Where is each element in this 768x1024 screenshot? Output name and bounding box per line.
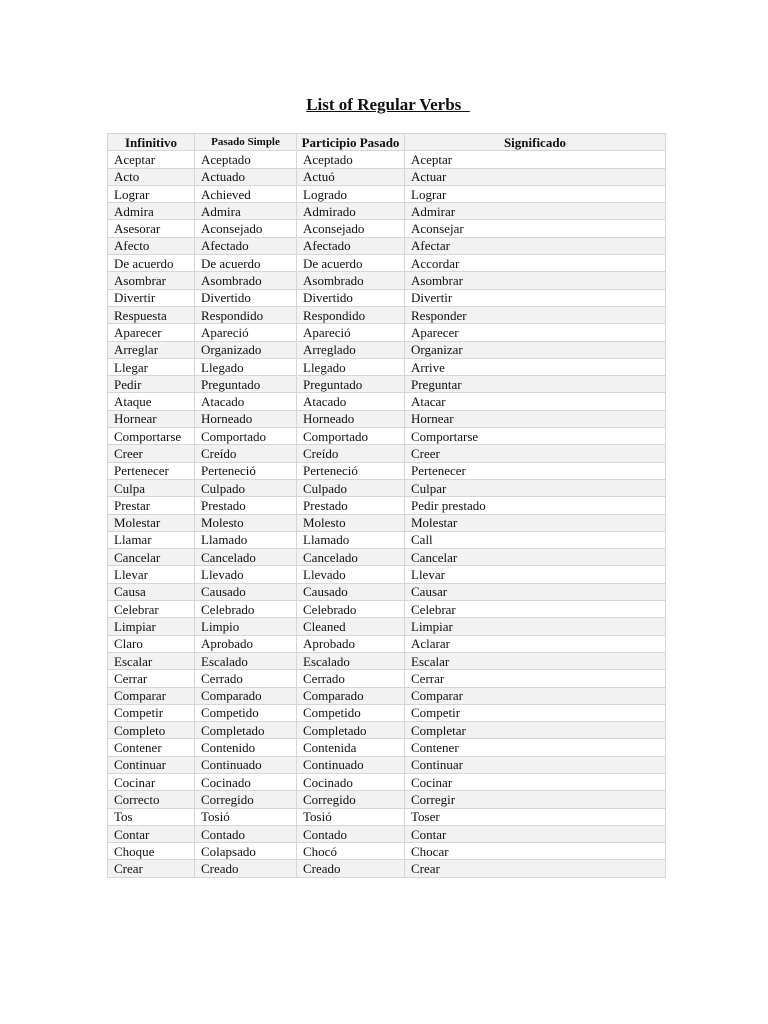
cell-significado: Accordar: [405, 255, 666, 272]
cell-participio-pasado: Aceptado: [297, 151, 405, 168]
cell-significado: Aparecer: [405, 324, 666, 341]
table-row: [108, 618, 666, 635]
cell-pasado-simple: Cocinado: [195, 773, 297, 790]
cell-significado: Actuar: [405, 168, 666, 185]
table-row: [108, 203, 666, 220]
cell-participio-pasado: Cancelado: [297, 549, 405, 566]
cell-participio-pasado: Comportado: [297, 428, 405, 445]
cell-infinitivo: Llevar: [108, 566, 195, 583]
cell-participio-pasado: Divertido: [297, 289, 405, 306]
cell-infinitivo: Admira: [108, 203, 195, 220]
table-row: [108, 860, 666, 877]
cell-participio-pasado: Llevado: [297, 566, 405, 583]
cell-significado: Celebrar: [405, 601, 666, 618]
cell-significado: Contar: [405, 825, 666, 842]
cell-participio-pasado: Horneado: [297, 410, 405, 427]
verbs-table: [107, 133, 666, 878]
cell-participio-pasado: Llegado: [297, 358, 405, 375]
cell-participio-pasado: Continuado: [297, 756, 405, 773]
cell-infinitivo: Afecto: [108, 237, 195, 254]
cell-infinitivo: Celebrar: [108, 601, 195, 618]
table-row: [108, 808, 666, 825]
table-row: [108, 843, 666, 860]
table-row: [108, 601, 666, 618]
cell-infinitivo: Culpa: [108, 479, 195, 496]
cell-significado: Admirar: [405, 203, 666, 220]
cell-participio-pasado: De acuerdo: [297, 255, 405, 272]
cell-pasado-simple: Actuado: [195, 168, 297, 185]
cell-infinitivo: Cocinar: [108, 773, 195, 790]
table-row: [108, 237, 666, 254]
table-row: [108, 479, 666, 496]
cell-infinitivo: Choque: [108, 843, 195, 860]
table-row: [108, 531, 666, 548]
table-row: [108, 220, 666, 237]
cell-participio-pasado: Actuó: [297, 168, 405, 185]
cell-pasado-simple: Completado: [195, 722, 297, 739]
cell-significado: Completar: [405, 722, 666, 739]
cell-infinitivo: De acuerdo: [108, 255, 195, 272]
cell-participio-pasado: Preguntado: [297, 376, 405, 393]
cell-pasado-simple: Competido: [195, 704, 297, 721]
table-row: [108, 497, 666, 514]
cell-pasado-simple: Apareció: [195, 324, 297, 341]
cell-pasado-simple: Escalado: [195, 652, 297, 669]
cell-significado: Continuar: [405, 756, 666, 773]
table-row: [108, 393, 666, 410]
cell-pasado-simple: Llegado: [195, 358, 297, 375]
cell-infinitivo: Aceptar: [108, 151, 195, 168]
column-header-pasado-simple: Pasado Simple: [195, 134, 297, 151]
cell-infinitivo: Acto: [108, 168, 195, 185]
cell-infinitivo: Molestar: [108, 514, 195, 531]
cell-significado: Chocar: [405, 843, 666, 860]
cell-participio-pasado: Prestado: [297, 497, 405, 514]
table-row: [108, 652, 666, 669]
cell-infinitivo: Pertenecer: [108, 462, 195, 479]
cell-significado: Asombrar: [405, 272, 666, 289]
cell-infinitivo: Prestar: [108, 497, 195, 514]
cell-participio-pasado: Comparado: [297, 687, 405, 704]
cell-pasado-simple: Aceptado: [195, 151, 297, 168]
table-row: [108, 255, 666, 272]
cell-infinitivo: Lograr: [108, 185, 195, 202]
cell-pasado-simple: Culpado: [195, 479, 297, 496]
column-header-significado: Significado: [405, 134, 666, 151]
table-row: [108, 428, 666, 445]
table-row: [108, 773, 666, 790]
cell-participio-pasado: Perteneció: [297, 462, 405, 479]
cell-infinitivo: Escalar: [108, 652, 195, 669]
cell-infinitivo: Arreglar: [108, 341, 195, 358]
table-row: [108, 341, 666, 358]
cell-significado: Escalar: [405, 652, 666, 669]
table-row: [108, 151, 666, 168]
table-row: [108, 722, 666, 739]
cell-significado: Arrive: [405, 358, 666, 375]
cell-significado: Cerrar: [405, 670, 666, 687]
cell-infinitivo: Llamar: [108, 531, 195, 548]
cell-significado: Creer: [405, 445, 666, 462]
cell-infinitivo: Aparecer: [108, 324, 195, 341]
cell-significado: Comparar: [405, 687, 666, 704]
table-row: [108, 566, 666, 583]
cell-pasado-simple: Causado: [195, 583, 297, 600]
table-row: [108, 289, 666, 306]
cell-significado: Lograr: [405, 185, 666, 202]
table-row: [108, 687, 666, 704]
table-row: [108, 825, 666, 842]
cell-infinitivo: Llegar: [108, 358, 195, 375]
cell-pasado-simple: De acuerdo: [195, 255, 297, 272]
cell-pasado-simple: Divertido: [195, 289, 297, 306]
cell-infinitivo: Correcto: [108, 791, 195, 808]
cell-participio-pasado: Molesto: [297, 514, 405, 531]
table-row: [108, 635, 666, 652]
cell-infinitivo: Creer: [108, 445, 195, 462]
table-row: [108, 756, 666, 773]
cell-infinitivo: Limpiar: [108, 618, 195, 635]
table-row: [108, 791, 666, 808]
cell-pasado-simple: Aconsejado: [195, 220, 297, 237]
cell-significado: Cocinar: [405, 773, 666, 790]
table-row: [108, 445, 666, 462]
cell-participio-pasado: Apareció: [297, 324, 405, 341]
cell-pasado-simple: Contenido: [195, 739, 297, 756]
cell-participio-pasado: Cerrado: [297, 670, 405, 687]
cell-pasado-simple: Creado: [195, 860, 297, 877]
cell-significado: Aclarar: [405, 635, 666, 652]
cell-pasado-simple: Cancelado: [195, 549, 297, 566]
cell-participio-pasado: Aconsejado: [297, 220, 405, 237]
cell-participio-pasado: Creado: [297, 860, 405, 877]
cell-infinitivo: Competir: [108, 704, 195, 721]
cell-infinitivo: Contar: [108, 825, 195, 842]
cell-infinitivo: Respuesta: [108, 306, 195, 323]
cell-significado: Toser: [405, 808, 666, 825]
cell-significado: Divertir: [405, 289, 666, 306]
cell-participio-pasado: Cocinado: [297, 773, 405, 790]
table-body: [108, 151, 666, 877]
cell-infinitivo: Claro: [108, 635, 195, 652]
cell-pasado-simple: Contado: [195, 825, 297, 842]
cell-significado: Call: [405, 531, 666, 548]
cell-participio-pasado: Atacado: [297, 393, 405, 410]
cell-infinitivo: Causa: [108, 583, 195, 600]
cell-participio-pasado: Causado: [297, 583, 405, 600]
cell-participio-pasado: Llamado: [297, 531, 405, 548]
cell-pasado-simple: Limpio: [195, 618, 297, 635]
cell-pasado-simple: Tosió: [195, 808, 297, 825]
cell-infinitivo: Completo: [108, 722, 195, 739]
table-row: [108, 306, 666, 323]
cell-pasado-simple: Continuado: [195, 756, 297, 773]
cell-pasado-simple: Achieved: [195, 185, 297, 202]
cell-infinitivo: Crear: [108, 860, 195, 877]
table-row: [108, 583, 666, 600]
table-row: [108, 358, 666, 375]
cell-pasado-simple: Creído: [195, 445, 297, 462]
cell-participio-pasado: Aprobado: [297, 635, 405, 652]
cell-pasado-simple: Comparado: [195, 687, 297, 704]
cell-significado: Competir: [405, 704, 666, 721]
table-row: [108, 514, 666, 531]
cell-infinitivo: Continuar: [108, 756, 195, 773]
table-row: [108, 324, 666, 341]
cell-pasado-simple: Perteneció: [195, 462, 297, 479]
cell-infinitivo: Hornear: [108, 410, 195, 427]
cell-pasado-simple: Preguntado: [195, 376, 297, 393]
cell-infinitivo: Divertir: [108, 289, 195, 306]
cell-significado: Molestar: [405, 514, 666, 531]
column-header-participio-pasado: Participio Pasado: [297, 134, 405, 151]
cell-pasado-simple: Corregido: [195, 791, 297, 808]
cell-significado: Atacar: [405, 393, 666, 410]
cell-significado: Llevar: [405, 566, 666, 583]
cell-significado: Crear: [405, 860, 666, 877]
cell-infinitivo: Asombrar: [108, 272, 195, 289]
cell-pasado-simple: Afectado: [195, 237, 297, 254]
table-row: [108, 670, 666, 687]
column-header-infinitivo: Infinitivo: [108, 134, 195, 151]
cell-infinitivo: Cerrar: [108, 670, 195, 687]
cell-participio-pasado: Logrado: [297, 185, 405, 202]
cell-participio-pasado: Competido: [297, 704, 405, 721]
cell-pasado-simple: Respondido: [195, 306, 297, 323]
table-row: [108, 704, 666, 721]
page-title: List of Regular Verbs: [306, 95, 470, 114]
cell-pasado-simple: Llamado: [195, 531, 297, 548]
cell-significado: Hornear: [405, 410, 666, 427]
cell-significado: Organizar: [405, 341, 666, 358]
table-row: [108, 376, 666, 393]
cell-pasado-simple: Comportado: [195, 428, 297, 445]
cell-infinitivo: Cancelar: [108, 549, 195, 566]
table-row: [108, 549, 666, 566]
cell-significado: Comportarse: [405, 428, 666, 445]
table-row: [108, 272, 666, 289]
cell-participio-pasado: Admirado: [297, 203, 405, 220]
cell-participio-pasado: Culpado: [297, 479, 405, 496]
cell-significado: Limpiar: [405, 618, 666, 635]
cell-pasado-simple: Organizado: [195, 341, 297, 358]
cell-participio-pasado: Arreglado: [297, 341, 405, 358]
cell-infinitivo: Comportarse: [108, 428, 195, 445]
cell-participio-pasado: Contenida: [297, 739, 405, 756]
cell-pasado-simple: Prestado: [195, 497, 297, 514]
cell-pasado-simple: Celebrado: [195, 601, 297, 618]
cell-infinitivo: Tos: [108, 808, 195, 825]
cell-pasado-simple: Horneado: [195, 410, 297, 427]
cell-pasado-simple: Molesto: [195, 514, 297, 531]
cell-infinitivo: Pedir: [108, 376, 195, 393]
cell-pasado-simple: Asombrado: [195, 272, 297, 289]
cell-significado: Pedir prestado: [405, 497, 666, 514]
cell-significado: Preguntar: [405, 376, 666, 393]
cell-participio-pasado: Celebrado: [297, 601, 405, 618]
cell-participio-pasado: Escalado: [297, 652, 405, 669]
cell-participio-pasado: Completado: [297, 722, 405, 739]
cell-pasado-simple: Llevado: [195, 566, 297, 583]
cell-pasado-simple: Cerrado: [195, 670, 297, 687]
table-row: [108, 739, 666, 756]
cell-pasado-simple: Aprobado: [195, 635, 297, 652]
table-header-row: [108, 134, 666, 151]
table-row: [108, 410, 666, 427]
cell-pasado-simple: Atacado: [195, 393, 297, 410]
cell-infinitivo: Contener: [108, 739, 195, 756]
cell-participio-pasado: Respondido: [297, 306, 405, 323]
cell-significado: Aceptar: [405, 151, 666, 168]
cell-participio-pasado: Afectado: [297, 237, 405, 254]
table-row: [108, 168, 666, 185]
cell-participio-pasado: Creído: [297, 445, 405, 462]
cell-significado: Afectar: [405, 237, 666, 254]
cell-participio-pasado: Chocó: [297, 843, 405, 860]
cell-significado: Cancelar: [405, 549, 666, 566]
cell-significado: Contener: [405, 739, 666, 756]
table-row: [108, 462, 666, 479]
cell-significado: Corregir: [405, 791, 666, 808]
cell-significado: Pertenecer: [405, 462, 666, 479]
cell-significado: Causar: [405, 583, 666, 600]
cell-significado: Aconsejar: [405, 220, 666, 237]
cell-participio-pasado: Corregido: [297, 791, 405, 808]
cell-participio-pasado: Tosió: [297, 808, 405, 825]
cell-pasado-simple: Colapsado: [195, 843, 297, 860]
cell-significado: Culpar: [405, 479, 666, 496]
cell-infinitivo: Comparar: [108, 687, 195, 704]
cell-significado: Responder: [405, 306, 666, 323]
cell-infinitivo: Ataque: [108, 393, 195, 410]
cell-pasado-simple: Admira: [195, 203, 297, 220]
cell-participio-pasado: Asombrado: [297, 272, 405, 289]
table-row: [108, 185, 666, 202]
cell-infinitivo: Asesorar: [108, 220, 195, 237]
cell-participio-pasado: Cleaned: [297, 618, 405, 635]
cell-participio-pasado: Contado: [297, 825, 405, 842]
